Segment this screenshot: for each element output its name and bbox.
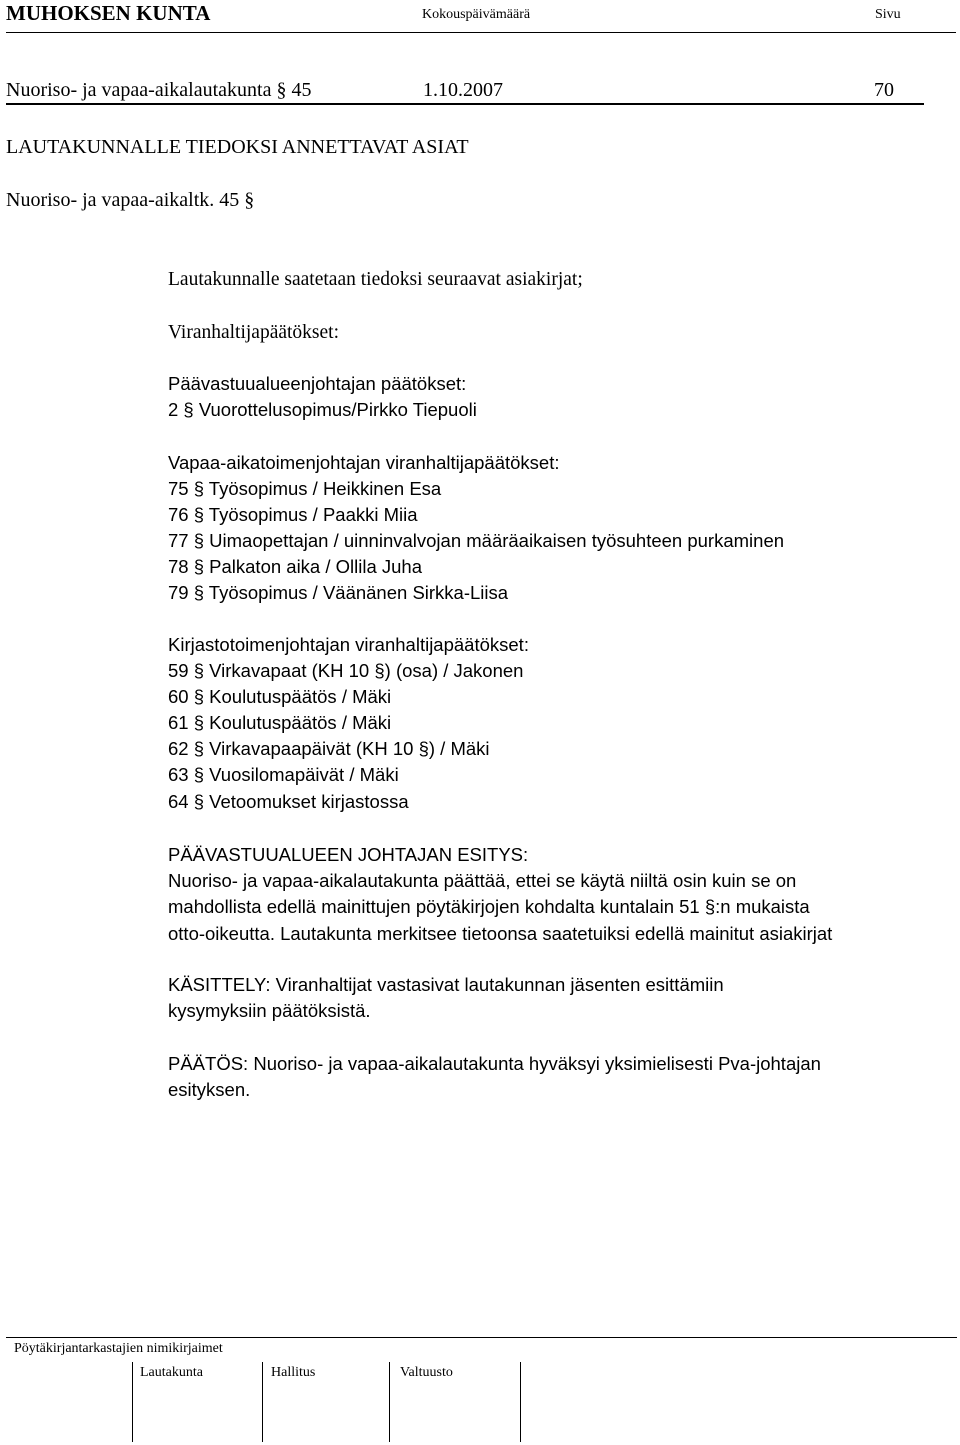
list-item: 60 § Koulutuspäätös / Mäki [168, 686, 392, 707]
list-item: 75 § Työsopimus / Heikkinen Esa [168, 478, 442, 499]
header-rule [6, 32, 956, 33]
decision-line: esityksen. [168, 1079, 251, 1100]
footer-divider [132, 1362, 133, 1442]
proposal-line: mahdollista edellä mainittujen pöytäkirjojen kohdalta kuntalain 51 §:n mukaista [168, 896, 810, 917]
footer-col-valtuusto: Valtuusto [400, 1365, 453, 1380]
footer-divider [520, 1362, 521, 1442]
decisions-heading: Viranhaltijapäätökset: [168, 322, 340, 343]
proposal-line: Nuoriso- ja vapaa-aikalautakunta päättää, ettei se käytä niiltä osin kuin se on [168, 870, 797, 891]
handling-line: kysymyksiin päätöksistä. [168, 1000, 371, 1021]
list-item: 76 § Työsopimus / Paakki Miia [168, 504, 418, 525]
meeting-line-rule [6, 103, 924, 105]
list-item: 59 § Virkavapaat (KH 10 §) (osa) / Jakonen [168, 660, 524, 681]
proposal-title: PÄÄVASTUUALUEEN JOHTAJAN ESITYS: [168, 844, 529, 865]
group-title: Päävastuualueenjohtajan päätökset: [168, 373, 467, 394]
footer-col-hallitus: Hallitus [271, 1365, 316, 1380]
decision-line: PÄÄTÖS: Nuoriso- ja vapaa-aikalautakunta hyväksyi yksimielisesti Pva-johtajan [168, 1053, 821, 1074]
group-title: Kirjastotoimenjohtajan viranhaltijapäätökset: [168, 634, 529, 655]
group-title: Vapaa-aikatoimenjohtajan viranhaltijapäätökset: [168, 452, 560, 473]
list-item: 64 § Vetoomukset kirjastossa [168, 791, 409, 812]
list-item: 2 § Vuorottelusopimus/Pirkko Tiepuoli [168, 399, 477, 420]
meeting-body-name: Nuoriso- ja vapaa-aikalautakunta § 45 [6, 79, 312, 101]
list-item: 79 § Työsopimus / Väänänen Sirkka-Liisa [168, 582, 509, 603]
list-item: 63 § Vuosilomapäivät / Mäki [168, 764, 399, 785]
handling-line: KÄSITTELY: Viranhaltijat vastasivat lautakunnan jäsenten esittämiin [168, 974, 724, 995]
list-item: 61 § Koulutuspäätös / Mäki [168, 712, 392, 733]
section-heading: LAUTAKUNNALLE TIEDOKSI ANNETTAVAT ASIAT [6, 136, 469, 158]
list-item: 78 § Palkaton aika / Ollila Juha [168, 556, 423, 577]
footer-col-lautakunta: Lautakunta [140, 1365, 203, 1380]
proposal-line: otto-oikeutta. Lautakunta merkitsee tietoonsa saatetuiksi edellä mainitut asiakirjat [168, 923, 833, 944]
footer-rule [6, 1337, 957, 1338]
footer-divider [389, 1362, 390, 1442]
intro-text: Lautakunnalle saatetaan tiedoksi seuraavat asiakirjat; [168, 269, 583, 290]
list-item: 77 § Uimaopettajan / uinninvalvojan määräaikaisen työsuhteen purkaminen [168, 530, 785, 551]
footer-divider [262, 1362, 263, 1442]
list-item: 62 § Virkavapaapäivät (KH 10 §) / Mäki [168, 738, 490, 759]
meeting-date: 1.10.2007 [423, 79, 503, 101]
page-label: Sivu [875, 7, 901, 22]
signatures-label: Pöytäkirjantarkastajien nimikirjaimet [14, 1341, 223, 1356]
reference-line: Nuoriso- ja vapaa-aikaltk. 45 § [6, 189, 255, 211]
page-number: 70 [874, 79, 894, 101]
meeting-date-label: Kokouspäivämäärä [422, 7, 531, 22]
org-name: MUHOKSEN KUNTA [6, 1, 211, 25]
